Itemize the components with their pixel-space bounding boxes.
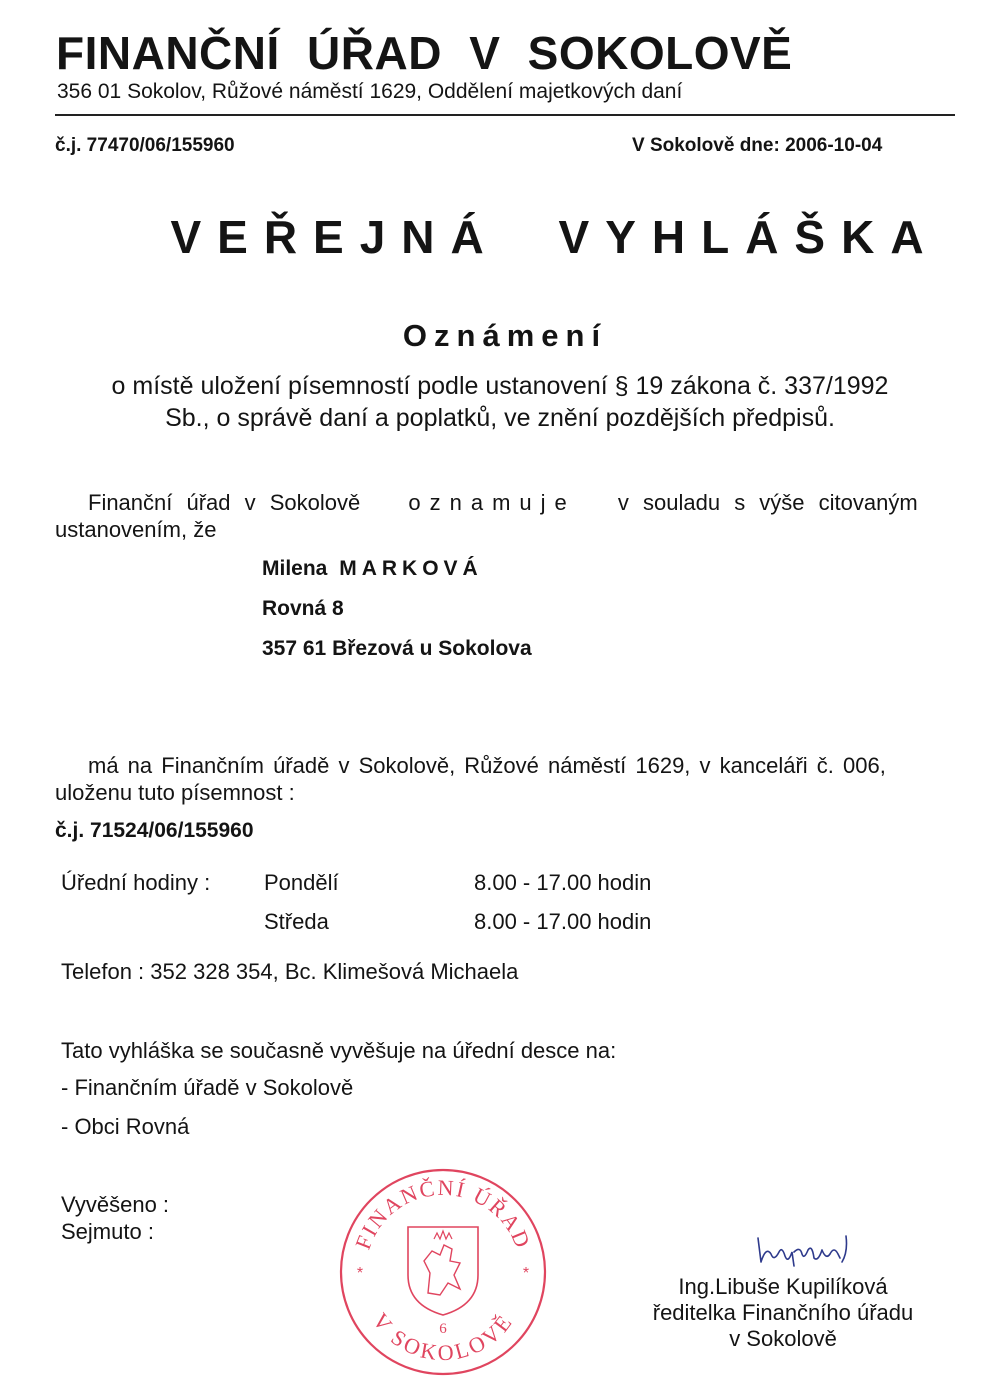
coat-of-arms-icon <box>408 1227 478 1315</box>
announcement-rest: v souladu s výše citovaným <box>617 490 918 515</box>
contact-phone: Telefon : 352 328 354, Bc. Klimešová Michaela <box>61 959 519 984</box>
deposited-document-ref: č.j. 71524/06/155960 <box>55 819 254 842</box>
stamp-star-icon: * <box>522 1265 530 1282</box>
signer-name: Ing.Libuše Kupilíková <box>678 1274 888 1299</box>
announcing-office: Finanční úřad v Sokolově <box>88 490 361 515</box>
announcement-line-2: ustanovením, že <box>55 517 217 542</box>
document-title: VEŘEJNÁ VYHLÁŠKA <box>170 211 940 263</box>
deposit-line-1: má na Finančním úřadě v Sokolově, Růžové náměstí 1629, v kanceláři č. 006, <box>88 753 886 778</box>
recipient-city: 357 61 Březová u Sokolova <box>262 637 532 660</box>
office-address: 356 01 Sokolov, Růžové náměstí 1629, Oddělení majetkových daní <box>57 80 683 103</box>
announcement-verb: oznamuje <box>408 490 576 515</box>
signer-title: ředitelka Finančního úřadu <box>652 1300 914 1325</box>
handwritten-signature <box>752 1232 862 1272</box>
office-hours-time: 8.00 - 17.00 hodin <box>474 909 652 934</box>
recipient-street: Rovná 8 <box>262 597 344 620</box>
posting-intro: Tato vyhláška se současně vyvěšuje na úřední desce na: <box>61 1038 617 1063</box>
office-hours-day: Pondělí <box>264 870 339 895</box>
office-name: FINANČNÍ ÚŘAD V SOKOLOVĚ <box>56 27 793 79</box>
signer-place: v Sokolově <box>729 1326 837 1351</box>
stamp-bottom-text: V SOKOLOVĚ <box>367 1308 519 1366</box>
office-hours-day: Středa <box>264 909 329 934</box>
header-divider <box>55 114 955 116</box>
posting-place: - Obci Rovná <box>61 1114 190 1139</box>
recipient-surname: MARKOVÁ <box>339 557 483 580</box>
intro-line-1: o místě uložení písemností podle ustanovení § 19 zákona č. 337/1992 <box>111 372 889 400</box>
stamp-top-text: FINANČNÍ ÚŘAD <box>349 1174 537 1253</box>
office-hours-time: 8.00 - 17.00 hodin <box>474 870 652 895</box>
stamp-number: 6 <box>439 1321 447 1337</box>
deposit-line-2: uloženu tuto písemnost : <box>55 780 295 805</box>
posted-date-label: Vyvěšeno : <box>61 1192 170 1217</box>
reference-number: č.j. 77470/06/155960 <box>55 135 235 156</box>
intro-line-2: Sb., o správě daní a poplatků, ve znění pozdějších předpisů. <box>165 404 835 432</box>
recipient-name <box>262 557 483 581</box>
official-stamp <box>336 1165 550 1379</box>
issue-date: V Sokolově dne: 2006-10-04 <box>632 135 883 156</box>
removed-date-label: Sejmuto : <box>61 1219 154 1244</box>
posting-place: - Finančním úřadě v Sokolově <box>61 1075 354 1100</box>
announcement-line-1 <box>88 490 918 516</box>
recipient-first-name: Milena <box>262 557 328 580</box>
office-hours-label: Úřední hodiny : <box>61 870 211 895</box>
stamp-star-icon: * <box>356 1265 364 1282</box>
document-subtitle: Oznámení <box>402 318 608 353</box>
